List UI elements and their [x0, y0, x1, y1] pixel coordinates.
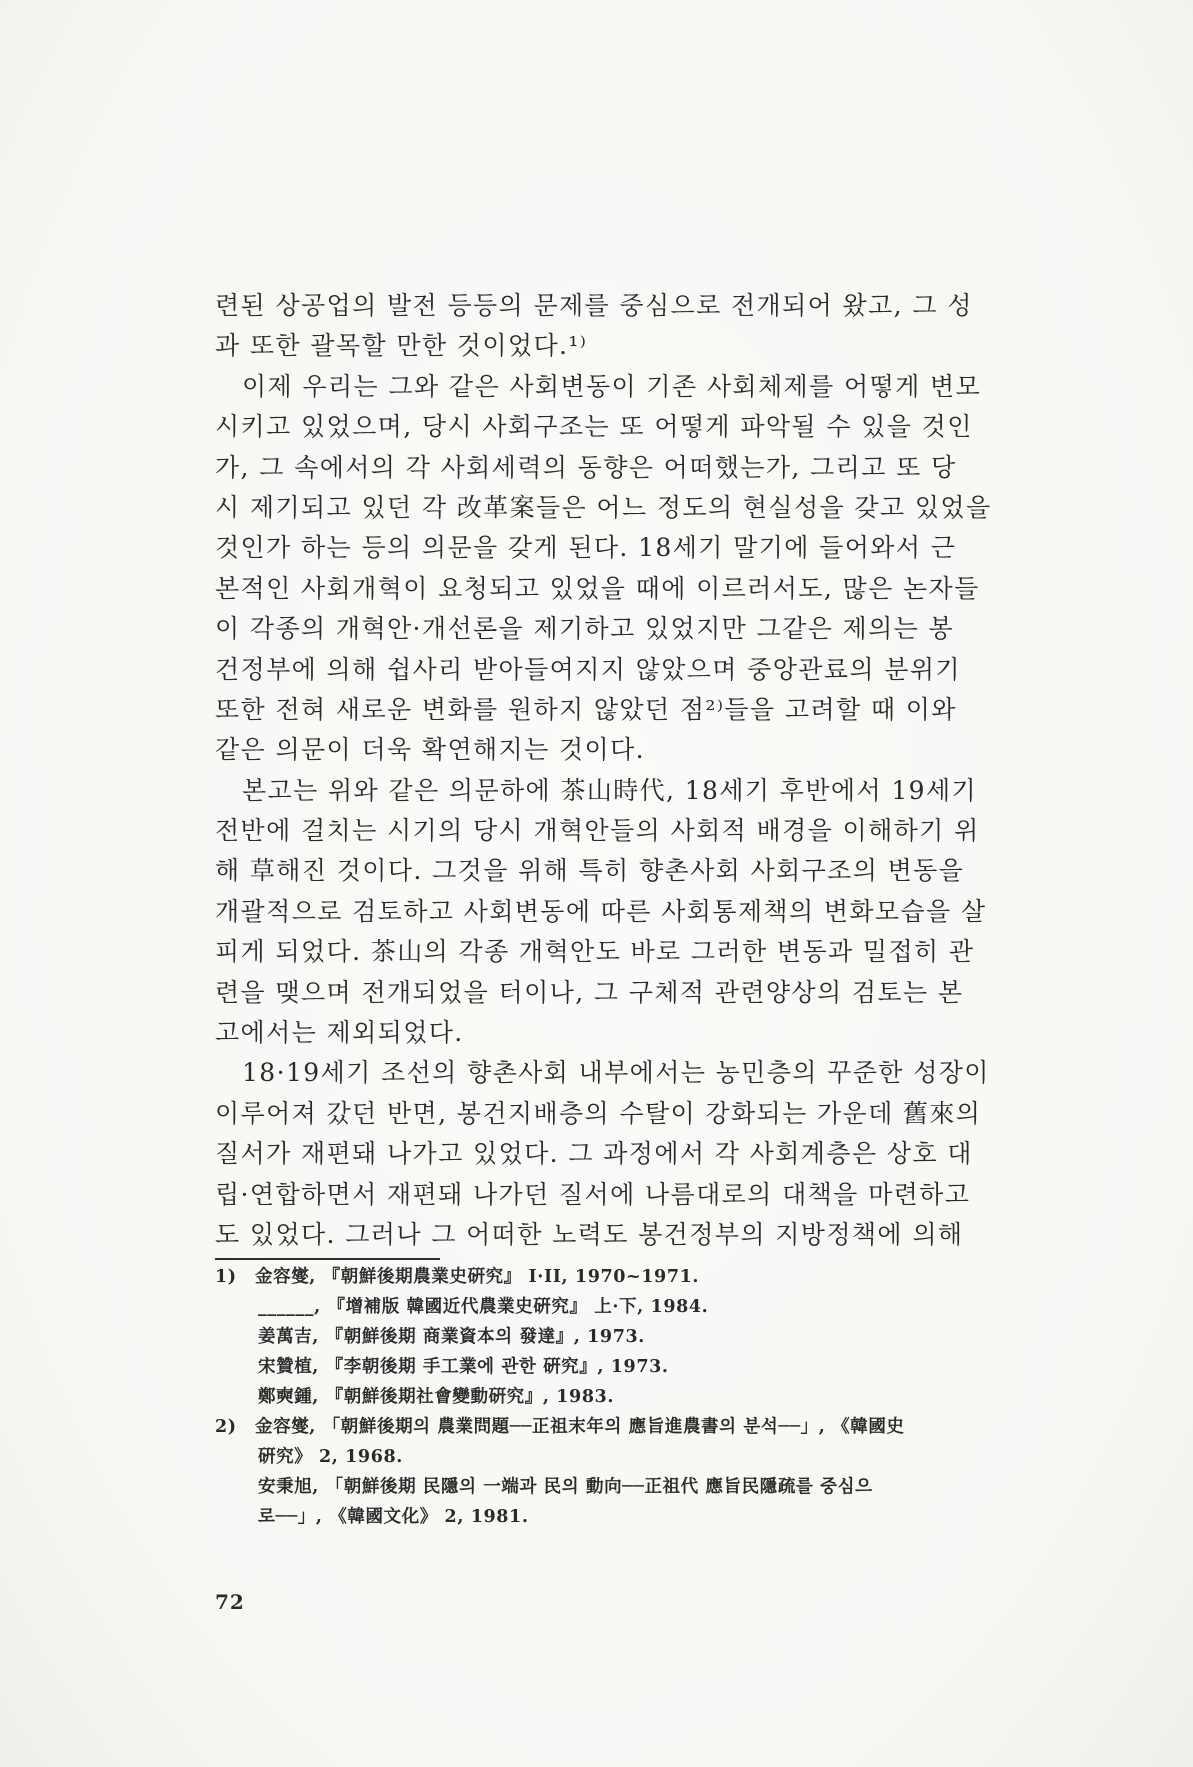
text-line: 본적인 사회개혁이 요청되고 있었을 때에 이르러서도, 많은 논자들	[215, 573, 980, 603]
footnote-label: 1)	[215, 1267, 237, 1287]
text-line: 과 또한 괄목할 만한 것이었다.¹⁾	[215, 331, 588, 361]
text-line: 질서가 재편돼 나가고 있었다. 그 과정에서 각 사회계층은 상호 대	[215, 1139, 973, 1169]
text-line: 같은 의문이 더욱 확연해지는 것이다.	[215, 735, 645, 765]
text-line: 도 있었다. 그러나 그 어떠한 노력도 봉건정부의 지방정책에 의해	[215, 1219, 964, 1249]
footnote-line	[215, 1262, 1015, 1292]
footnote-line: 硏究》 2, 1968.	[258, 1447, 403, 1467]
text-line: 이 각종의 개혁안·개선론을 제기하고 있었지만 그같은 제의는 봉	[215, 614, 955, 644]
page-number: 72	[215, 1590, 245, 1614]
footnote-line: 宋贊植, 『李朝後期 手工業에 관한 硏究』, 1973.	[258, 1357, 669, 1377]
text-line: 개괄적으로 검토하고 사회변동에 따른 사회통제책의 변화모습을 살	[215, 896, 987, 926]
text-line: 18·19세기 조선의 향촌사회 내부에서는 농민층의 꾸준한 성장이	[242, 1058, 990, 1088]
footnote-line	[215, 1412, 1015, 1442]
text-line: 립·연합하면서 재편돼 나가던 질서에 나름대로의 대책을 마련하고	[215, 1179, 971, 1209]
text-line: 건정부에 의해 쉽사리 받아들여지지 않았으며 중앙관료의 분위기	[215, 654, 961, 684]
text-line: 본고는 위와 같은 의문하에 茶山時代, 18세기 후반에서 19세기	[242, 775, 978, 805]
text-line: 해 草해진 것이다. 그것을 위해 특히 향촌사회 사회구조의 변동을	[215, 856, 965, 886]
footnote-line: 安秉旭, 「朝鮮後期 民隱의 一端과 民의 動向──正祖代 應旨民隱疏를 중심으	[258, 1477, 873, 1497]
text-line: 이제 우리는 그와 같은 사회변동이 기존 사회체제를 어떻게 변모	[242, 371, 982, 401]
text-line: 것인가 하는 등의 의문을 갖게 된다. 18세기 말기에 들어와서 근	[215, 533, 957, 563]
text-line: 피게 되었다. 茶山의 각종 개혁안도 바로 그러한 변동과 밀접히 관	[215, 937, 975, 967]
text-line: 이루어져 갔던 반면, 봉건지배층의 수탈이 강화되는 가운데 舊來의	[215, 1098, 982, 1128]
text-line: 또한 전혀 새로운 변화를 원하지 않았던 점²⁾들을 고려할 때 이와	[215, 694, 957, 724]
text-line: 련을 맺으며 전개되었을 터이나, 그 구체적 관련양상의 검토는 본	[215, 977, 964, 1007]
text-line: 련된 상공업의 발전 등등의 문제를 중심으로 전개되어 왔고, 그 성	[215, 291, 973, 320]
footnote-line: 姜萬吉, 『朝鮮後期 商業資本의 發達』, 1973.	[258, 1327, 645, 1347]
text-line: 고에서는 제외되었다.	[215, 1018, 464, 1048]
text-line: 가, 그 속에서의 각 사회세력의 동향은 어떠했는가, 그리고 또 당	[215, 452, 957, 482]
body-text	[215, 286, 1015, 1255]
footnotes	[215, 1262, 1015, 1532]
text-line: 전반에 걸치는 시기의 당시 개혁안들의 사회적 배경을 이해하기 위	[215, 816, 980, 846]
footnote-line: ______, 『增補版 韓國近代農業史硏究』 上·下, 1984.	[258, 1297, 709, 1317]
footnote-separator	[215, 1258, 440, 1260]
footnote-label: 2)	[215, 1417, 237, 1437]
footnote-text: 金容燮, 『朝鮮後期農業史硏究』 I·II, 1970~1971.	[255, 1267, 700, 1287]
text-line: 시키고 있었으며, 당시 사회구조는 또 어떻게 파악될 수 있을 것인	[215, 412, 973, 442]
footnote-line: 鄭奭鍾, 『朝鮮後期社會變動硏究』, 1983.	[258, 1387, 615, 1407]
footnote-line: 로──」, 《韓國文化》 2, 1981.	[258, 1507, 529, 1527]
footnote-text: 金容燮, 「朝鮮後期의 農業問題──正祖末年의 應旨進農書의 분석──」, 《韓國史	[255, 1417, 905, 1437]
text-line: 시 제기되고 있던 각 改革案들은 어느 정도의 현실성을 갖고 있었을	[215, 492, 992, 522]
